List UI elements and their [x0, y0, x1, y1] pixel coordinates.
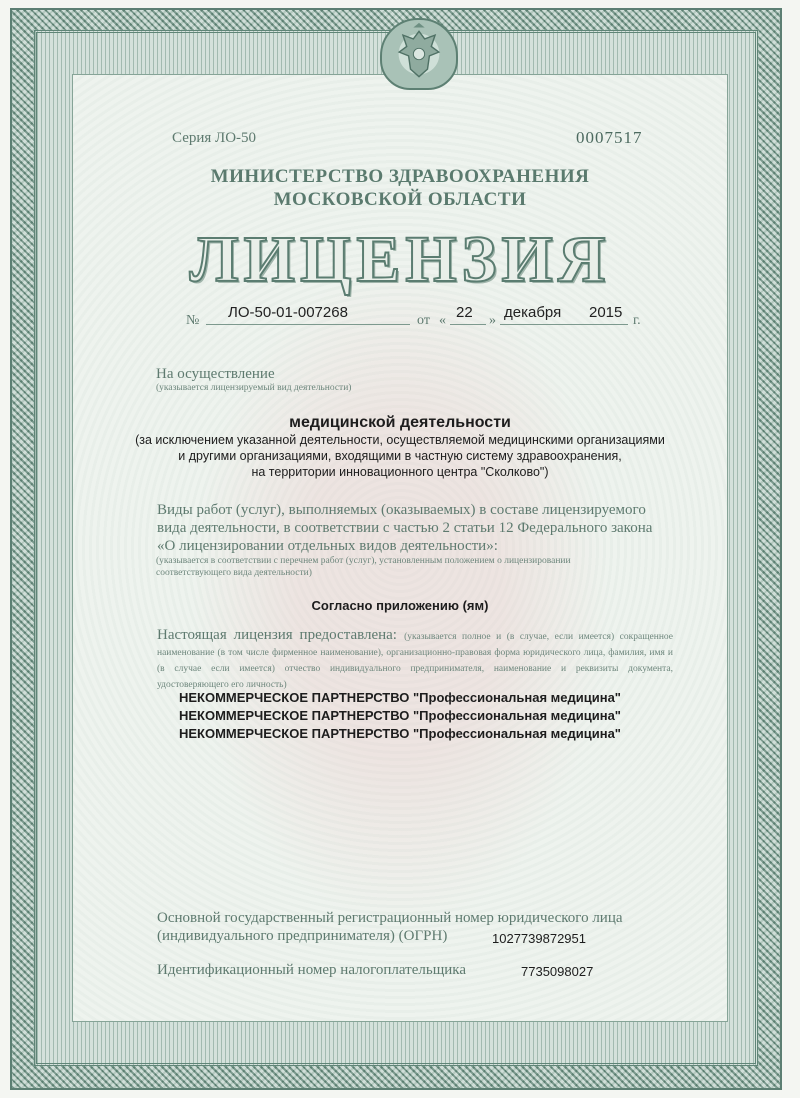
- licensee-note: (указывается полное и (в случае, если имеется) сокращенное наименование (в том числе фирменное наименование), организационно-правовая форма юридического лица, фамилия, имя и (в случае если имеется) отчество индивидуального предпринимателя, наименование и реквизиты документа, удостоверяющего его личность): [157, 632, 673, 690]
- works-line2: вида деятельности, в соответствии с частью 2 статьи 12 Федерального закона: [157, 520, 653, 536]
- coat-of-arms-icon: [380, 18, 458, 90]
- day-underline: [450, 324, 486, 325]
- quote-close: »: [489, 313, 496, 328]
- form-number: 0007517: [576, 128, 643, 147]
- inn-label: Идентификационный номер налогоплательщика: [157, 962, 467, 978]
- activity-label: На осуществление: [156, 366, 275, 382]
- series-label: Серия ЛО-50: [172, 130, 257, 146]
- licensee-name-2: НЕКОММЕРЧЕСКОЕ ПАРТНЕРСТВО "Профессиональная медицина": [179, 708, 621, 723]
- licensee-label: Настоящая лицензия предоставлена:: [157, 627, 397, 643]
- activity-label-note: (указывается лицензируемый вид деятельности): [156, 383, 352, 393]
- license-day: 22: [456, 304, 473, 321]
- month-year-underline: [500, 324, 628, 325]
- license-number: ЛО-50-01-007268: [228, 304, 348, 321]
- inn-value: 7735098027: [521, 964, 594, 979]
- works-note-line1: (указывается в соответствии с перечнем работ (услуг), установленным положением о лицензировании: [156, 556, 571, 566]
- works-line3: «О лицензировании отдельных видов деятельности»:: [157, 538, 498, 554]
- works-value: Согласно приложению (ям): [311, 598, 489, 613]
- ogrn-label-line2: (индивидуального предпринимателя) (ОГРН): [157, 928, 448, 944]
- quote-open: «: [439, 313, 446, 328]
- license-month: декабря: [504, 304, 562, 321]
- license-year: 2015: [589, 304, 623, 321]
- activity-title: медицинской деятельности: [289, 414, 511, 431]
- activity-desc-line3: на территории инновационного центра "Сколково"): [251, 465, 549, 479]
- year-suffix: г.: [633, 313, 641, 328]
- number-sign: №: [186, 313, 200, 328]
- ogrn-label-line1: Основной государственный регистрационный номер юридического лица: [157, 910, 623, 926]
- document-title: ЛИЦЕНЗИЯ: [189, 223, 611, 296]
- activity-desc-line2: и другими организациями, входящими в частную систему здравоохранения,: [178, 449, 622, 463]
- date-from-label: от: [417, 313, 430, 328]
- ministry-name-line1: МИНИСТЕРСТВО ЗДРАВООХРАНЕНИЯ: [210, 166, 590, 187]
- works-note-line2: соответствующего вида деятельности): [156, 568, 312, 578]
- licensee-name-3: НЕКОММЕРЧЕСКОЕ ПАРТНЕРСТВО "Профессиональная медицина": [179, 726, 621, 741]
- licensee-name-1: НЕКОММЕРЧЕСКОЕ ПАРТНЕРСТВО "Профессиональная медицина": [179, 690, 621, 705]
- activity-desc-line1: (за исключением указанной деятельности, осуществляемой медицинскими организациями: [135, 433, 665, 447]
- ministry-name-line2: МОСКОВСКОЙ ОБЛАСТИ: [273, 189, 527, 210]
- works-line1: Виды работ (услуг), выполняемых (оказываемых) в составе лицензируемого: [157, 502, 646, 518]
- ogrn-value: 1027739872951: [492, 931, 586, 946]
- licensee-block: [157, 628, 673, 692]
- license-number-underline: [206, 324, 410, 325]
